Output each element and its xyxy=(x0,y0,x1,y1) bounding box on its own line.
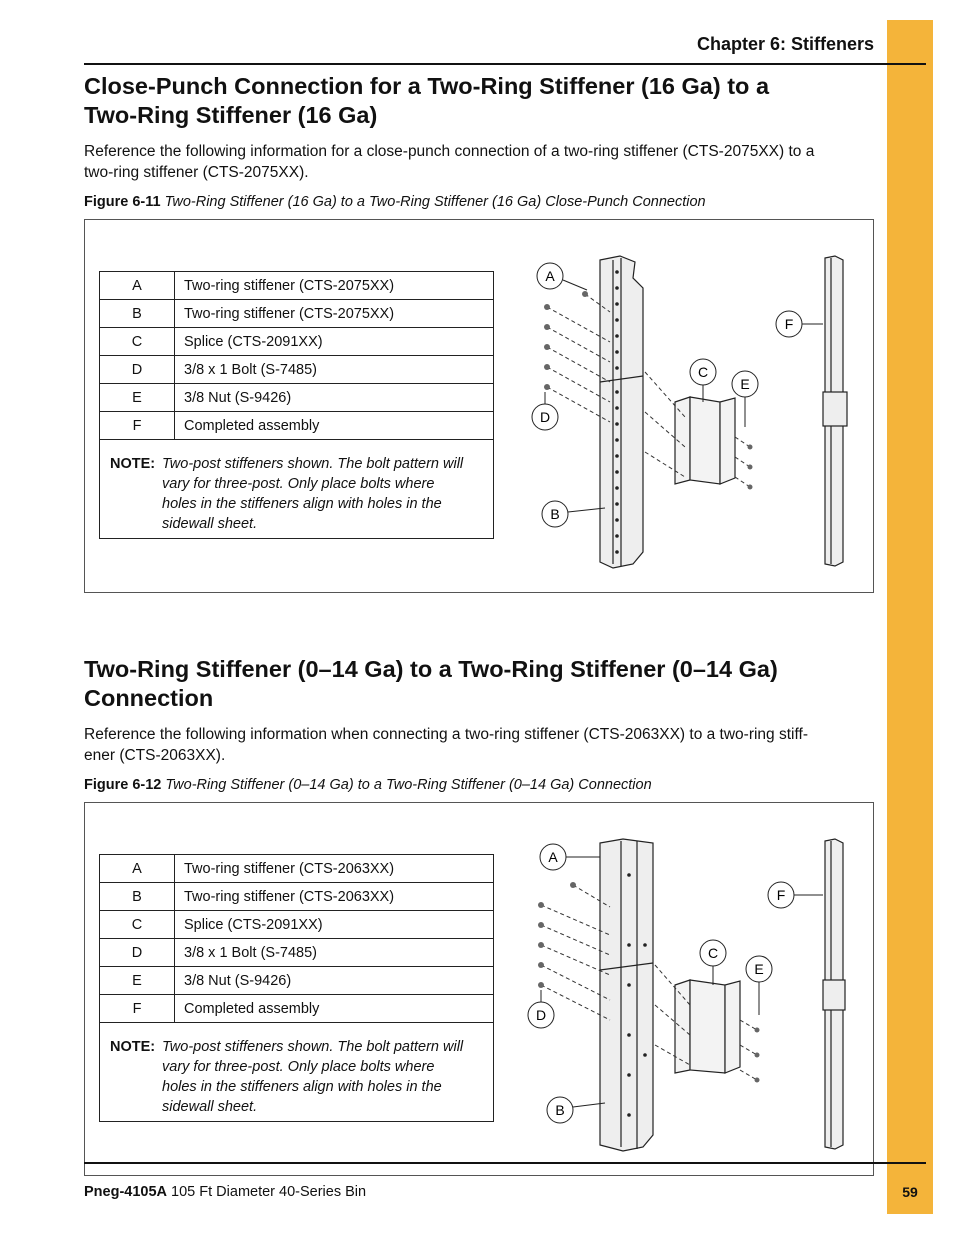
figure-6-12-legend xyxy=(99,854,494,1122)
completed-assembly xyxy=(823,256,847,566)
svg-text:C: C xyxy=(697,364,709,380)
legend-row: A Two-ring stiffener (CTS-2075XX) xyxy=(100,272,493,300)
stiffener-assembly-illustration xyxy=(525,252,865,572)
callout-d xyxy=(532,392,558,430)
svg-text:E: E xyxy=(754,961,764,977)
legend-row: D 3/8 x 1 Bolt (S-7485) xyxy=(100,939,493,967)
chapter-sidebar-tab xyxy=(887,20,933,1214)
legend-note: NOTE: Two-post stiffeners shown. The bolt pattern will vary for three-post. Only place bolts where holes in the stiffeners align with holes in the sidewall sheet. xyxy=(110,1039,464,1115)
legend-row: D 3/8 x 1 Bolt (S-7485) xyxy=(100,356,493,384)
callout-c xyxy=(690,359,716,402)
splice-plate xyxy=(675,397,735,484)
figure-6-11-legend xyxy=(99,271,494,539)
figure-6-11-caption: Figure 6-11 Two-Ring Stiffener (16 Ga) to a Two-Ring Stiffener (16 Ga) Close-Punch Connection xyxy=(84,194,706,210)
callout-e xyxy=(746,956,772,1015)
svg-text:F: F xyxy=(776,887,786,903)
completed-assembly xyxy=(823,839,845,1149)
section2-intro: Reference the following information when connecting a two-ring stiffener (CTS-2063XX) to a two-ring stiff- ener (CTS-2063XX). xyxy=(84,726,808,764)
callout-b xyxy=(542,501,605,527)
svg-text:F: F xyxy=(784,316,794,332)
svg-text:D: D xyxy=(539,409,551,425)
stiffener-column-a xyxy=(600,839,653,1151)
legend-row: C Splice (CTS-2091XX) xyxy=(100,911,493,939)
legend-row: A Two-ring stiffener (CTS-2063XX) xyxy=(100,855,493,883)
callout-c xyxy=(700,940,726,985)
svg-text:A: A xyxy=(548,849,558,865)
callout-f xyxy=(776,311,823,337)
svg-text:A: A xyxy=(545,268,555,284)
callout-a xyxy=(540,844,600,870)
figure-6-11 xyxy=(84,219,874,593)
legend-row: B Two-ring stiffener (CTS-2063XX) xyxy=(100,883,493,911)
splice-plate xyxy=(675,980,740,1073)
legend-row: E 3/8 Nut (S-9426) xyxy=(100,384,493,412)
svg-text:B: B xyxy=(550,506,560,522)
figure-6-12 xyxy=(84,802,874,1176)
legend-row: F Completed assembly xyxy=(100,995,493,1023)
section2-title: Two-Ring Stiffener (0–14 Ga) to a Two-Ring Stiffener (0–14 Ga) Connection xyxy=(84,656,778,711)
section1-intro: Reference the following information for a close-punch connection of a two-ring stiffener (CTS-2075XX) to a two-ring stiffener (CTS-2075XX). xyxy=(84,143,815,181)
callout-e xyxy=(732,371,758,427)
svg-text:E: E xyxy=(740,376,750,392)
stiffener-assembly-illustration xyxy=(525,835,865,1155)
section1-title: Close-Punch Connection for a Two-Ring Stiffener (16 Ga) to a Two-Ring Stiffener (16 Ga) xyxy=(84,73,770,128)
legend-row: C Splice (CTS-2091XX) xyxy=(100,328,493,356)
legend-note: NOTE: Two-post stiffeners shown. The bolt pattern will vary for three-post. Only place bolts where holes in the stiffeners align with holes in the sidewall sheet. xyxy=(110,456,464,532)
callout-b xyxy=(547,1097,605,1123)
callout-d xyxy=(528,990,554,1028)
footer-rule xyxy=(84,1162,926,1164)
figure-6-12-caption: Figure 6-12 Two-Ring Stiffener (0–14 Ga) to a Two-Ring Stiffener (0–14 Ga) Connection xyxy=(84,777,652,793)
legend-row: F Completed assembly xyxy=(100,412,493,440)
svg-text:D: D xyxy=(535,1007,547,1023)
legend-row: B Two-ring stiffener (CTS-2075XX) xyxy=(100,300,493,328)
chapter-title: Chapter 6: Stiffeners xyxy=(696,34,874,54)
page-number: 59 xyxy=(902,1184,918,1200)
legend-row: E 3/8 Nut (S-9426) xyxy=(100,967,493,995)
svg-text:C: C xyxy=(707,945,719,961)
callout-a xyxy=(537,263,587,290)
header-rule xyxy=(84,63,926,65)
footer-document-info: Pneg-4105A 105 Ft Diameter 40-Series Bin xyxy=(84,1184,367,1200)
stiffener-column-a xyxy=(600,256,643,568)
svg-text:B: B xyxy=(555,1102,565,1118)
callout-f xyxy=(768,882,823,908)
